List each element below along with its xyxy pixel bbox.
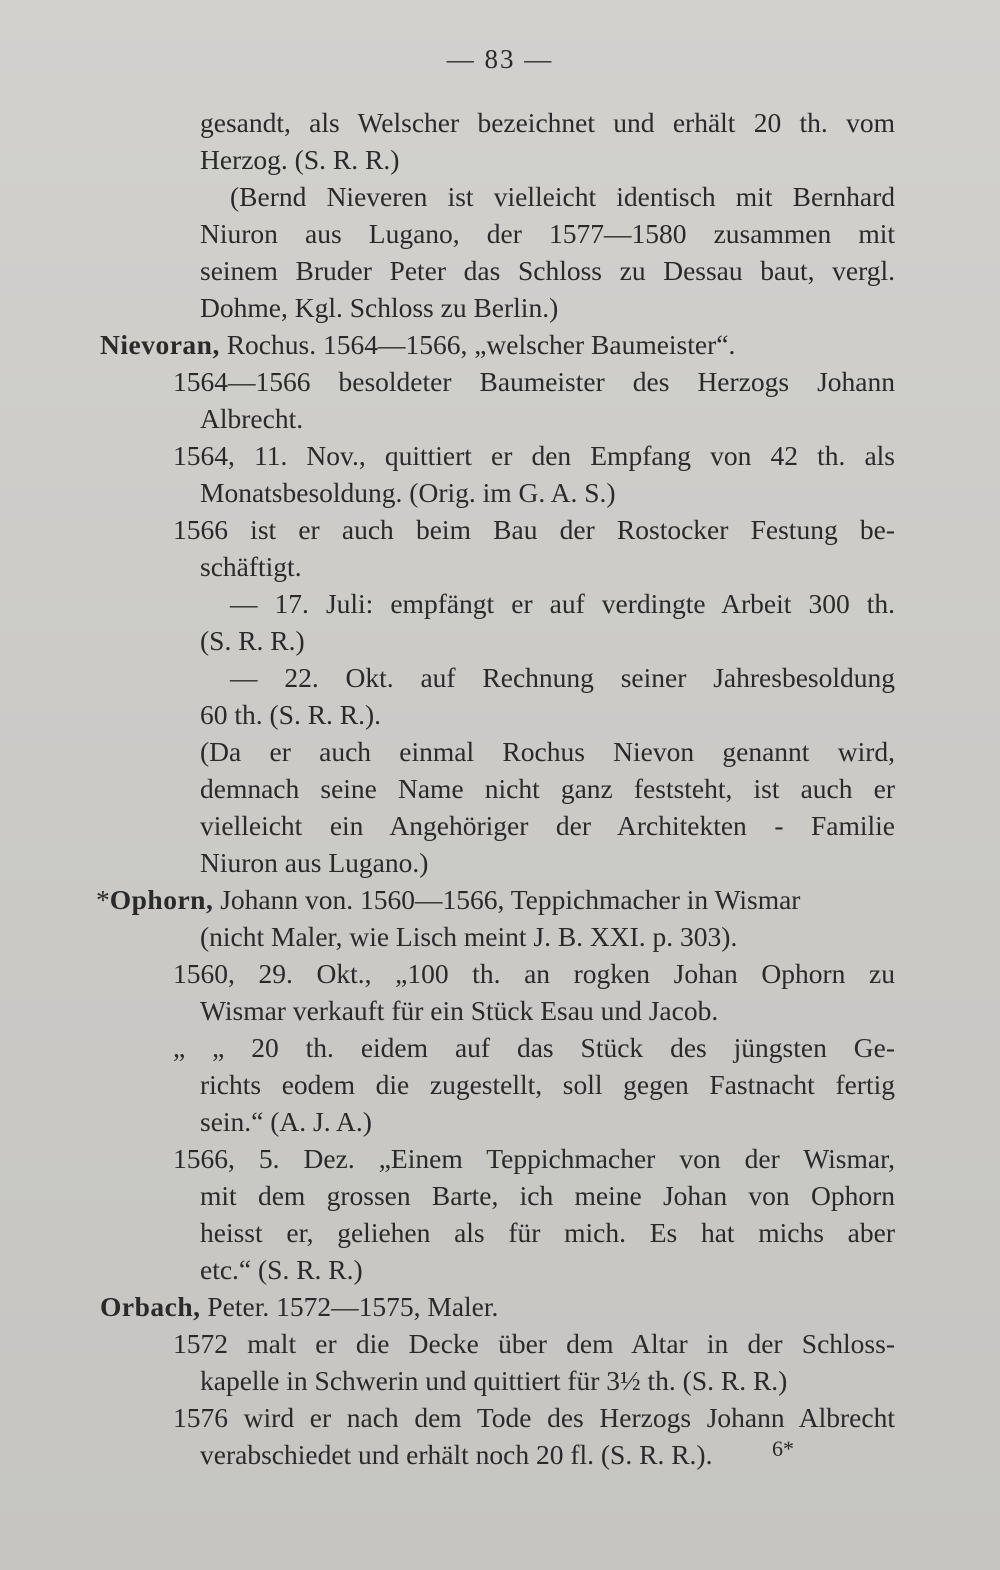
text-line: demnach seine Name nicht ganz feststeht, ist auch er	[200, 773, 895, 804]
printer-signature: 6*	[772, 1436, 794, 1461]
text-line: 1576 wird er nach dem Tode des Herzogs Johann Albrecht	[173, 1402, 895, 1433]
text-line: Dohme, Kgl. Schloss zu Berlin.)	[200, 292, 559, 323]
entry-marker: *	[96, 884, 110, 915]
text-line: schäftigt.	[200, 551, 302, 582]
body-text	[96, 104, 895, 1473]
entry-name: Orbach,	[100, 1291, 201, 1322]
entry-text: Johann von. 1560—1566, Teppichmacher in Wismar	[213, 884, 801, 915]
entry-text: Peter. 1572—1575, Maler.	[200, 1291, 499, 1322]
text-line: Albrecht.	[200, 403, 304, 434]
text-line: Wismar verkauft für ein Stück Esau und Jacob.	[200, 995, 719, 1026]
text-line: verabschiedet und erhält noch 20 fl. (S. R. R.).	[200, 1439, 713, 1470]
text-line: (S. R. R.)	[200, 625, 305, 656]
text-line: gesandt, als Welscher bezeichnet und erhält 20 th. vom	[200, 107, 895, 138]
text-line: 1566, 5. Dez. „Einem Teppichmacher von der Wismar,	[173, 1143, 895, 1174]
text-line: 1566 ist er auch beim Bau der Rostocker Festung be-	[173, 514, 895, 545]
entry-heading	[96, 881, 895, 918]
text-line: (nicht Maler, wie Lisch meint J. B. XXI. p. 303).	[200, 921, 738, 952]
text-line: kapelle in Schwerin und quittiert für 3½ th. (S. R. R.)	[200, 1365, 788, 1396]
entry-name: Nievoran,	[100, 329, 220, 360]
text-line: seinem Bruder Peter das Schloss zu Dessau baut, vergl.	[200, 255, 895, 286]
text-line: 1572 malt er die Decke über dem Altar in der Schloss-	[173, 1328, 895, 1359]
text-line: (Da er auch einmal Rochus Nievon genannt wird,	[200, 736, 895, 767]
entry-text: Rochus. 1564—1566, „welscher Baumeister“.	[219, 329, 736, 360]
text-line: heisst er, geliehen als für mich. Es hat michs aber	[200, 1217, 895, 1248]
text-line: (Bernd Nieveren ist vielleicht identisch mit Bernhard	[230, 181, 895, 212]
text-line: mit dem grossen Barte, ich meine Johan von Ophorn	[200, 1180, 895, 1211]
text-line: Monatsbesoldung. (Orig. im G. A. S.)	[200, 477, 616, 508]
entry-heading	[100, 326, 895, 363]
entry-name: Ophorn,	[109, 884, 214, 915]
text-line: — 17. Juli: empfängt er auf verdingte Arbeit 300 th.	[230, 588, 895, 619]
page-number: — 83 —	[446, 44, 554, 74]
text-line: vielleicht ein Angehöriger der Architekten - Familie	[200, 810, 895, 841]
text-line: Niuron aus Lugano.)	[200, 847, 429, 878]
text-line: 1564, 11. Nov., quittiert er den Empfang von 42 th. als	[173, 440, 895, 471]
text-line: richts eodem die zugestellt, soll gegen Fastnacht fertig	[200, 1069, 895, 1100]
entry-heading	[100, 1288, 895, 1325]
text-line: — 22. Okt. auf Rechnung seiner Jahresbesoldung	[230, 662, 895, 693]
text-line: „ „ 20 th. eidem auf das Stück des jüngsten Ge-	[173, 1032, 895, 1063]
text-line: Niuron aus Lugano, der 1577—1580 zusammen mit	[200, 218, 895, 249]
text-line: etc.“ (S. R. R.)	[200, 1254, 363, 1285]
text-line: 60 th. (S. R. R.).	[200, 699, 382, 730]
text-line: 1564—1566 besoldeter Baumeister des Herzogs Johann	[173, 366, 895, 397]
text-line: sein.“ (A. J. A.)	[200, 1106, 372, 1137]
text-line: 1560, 29. Okt., „100 th. an rogken Johan Ophorn zu	[173, 958, 895, 989]
text-line: Herzog. (S. R. R.)	[200, 144, 400, 175]
